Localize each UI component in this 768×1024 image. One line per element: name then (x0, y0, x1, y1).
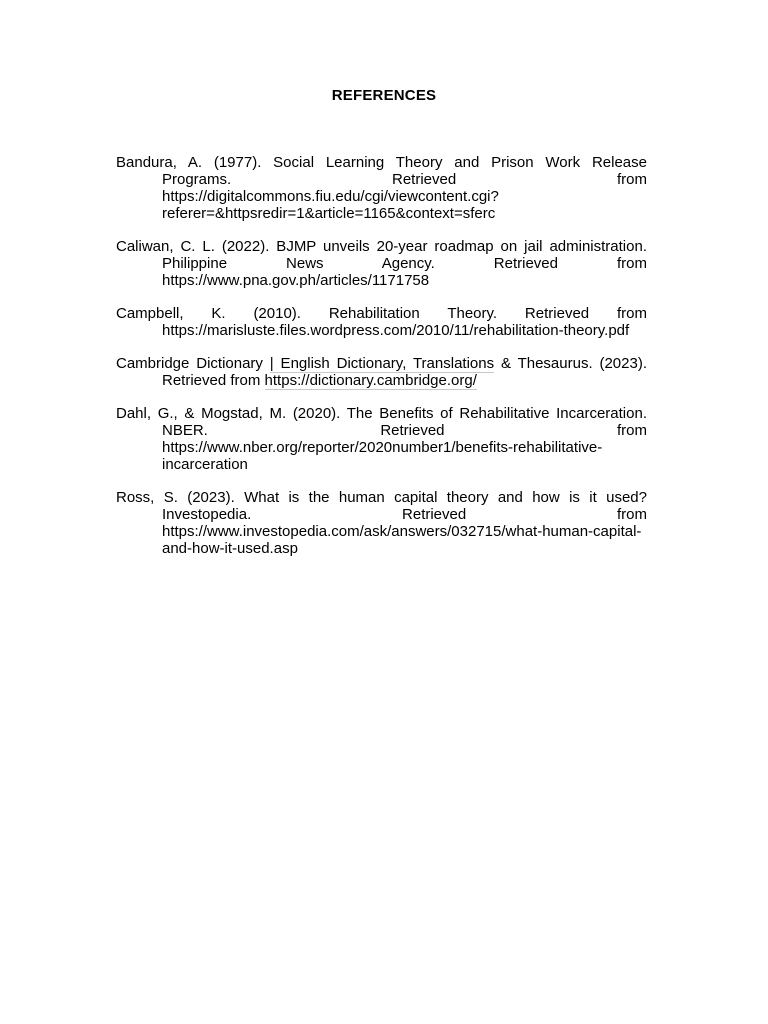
reference-text: Bandura, A. (1977). Social Learning Theory and Prison Work Release Programs. Retrieved from (116, 154, 647, 188)
reference-url: https://www.nber.org/reporter/2020number1/benefits-rehabilitative-incarceration (162, 439, 603, 473)
reference-url[interactable]: https://dictionary.cambridge.org/ (264, 372, 477, 389)
reference-text: & Thesaurus. (2023). Retrieved from (162, 355, 648, 389)
page-title: REFERENCES (331, 87, 437, 104)
reference-entry-campbell (116, 305, 647, 339)
reference-text: Dahl, G., & Mogstad, M. (2020). The Benefits of Rehabilitative Incarceration. NBER. Retrieved from (116, 405, 647, 439)
reference-text: Caliwan, C. L. (2022). BJMP unveils 20-year roadmap on jail administration. Philippine News Agency. Retrieved from (116, 238, 647, 272)
reference-url: https://www.investopedia.com/ask/answers/032715/what-human-capital-and-how-it-used.asp (162, 523, 642, 557)
reference-entry-caliwan (116, 238, 647, 289)
reference-text: Ross, S. (2023). What is the human capital theory and how is it used? Investopedia. Retrieved from (116, 489, 647, 523)
reference-entry-bandura (116, 154, 647, 222)
reference-entry-dahl (116, 405, 647, 473)
reference-url: https://digitalcommons.fiu.edu/cgi/viewcontent.cgi?referer=&httpsredir=1&article=1165&context=sferc (162, 188, 499, 222)
reference-link-text[interactable]: | English Dictionary, Translations (269, 355, 495, 372)
reference-url: https://marisluste.files.wordpress.com/2010/11/rehabilitation-theory.pdf (162, 322, 630, 339)
reference-list (116, 154, 647, 573)
reference-text: Campbell, K. (2010). Rehabilitation Theory. Retrieved from (116, 305, 647, 322)
reference-text: Cambridge Dictionary (116, 355, 270, 372)
reference-url: https://www.pna.gov.ph/articles/1171758 (162, 272, 430, 289)
reference-entry-ross (116, 489, 647, 557)
reference-entry-cambridge (116, 355, 647, 389)
